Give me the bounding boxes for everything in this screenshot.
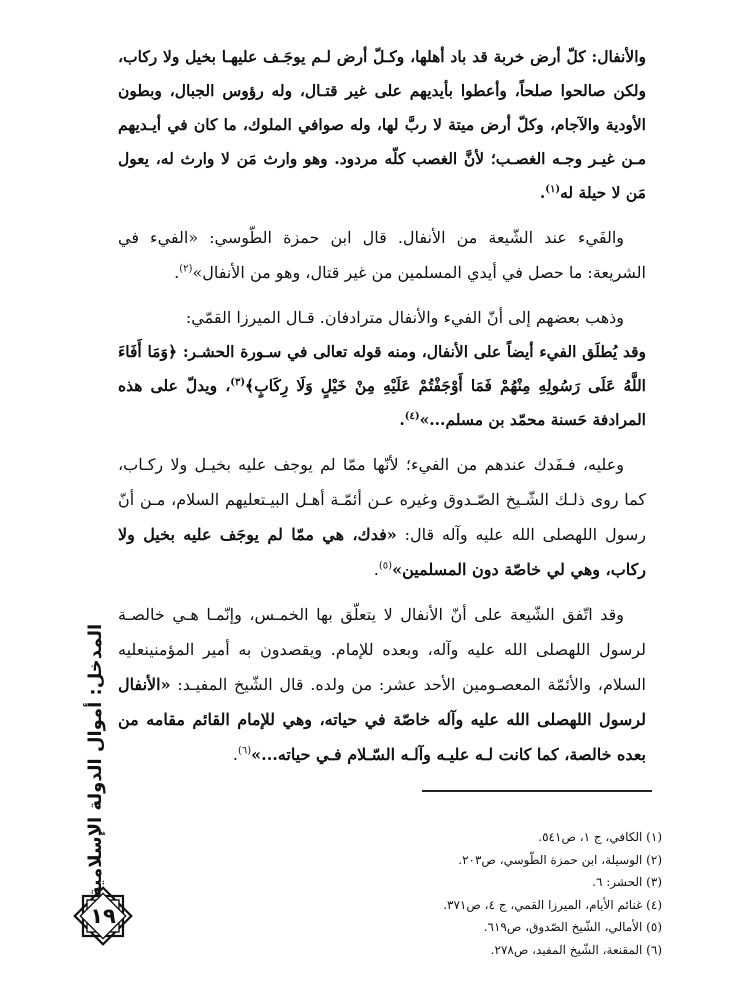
page-number-badge bbox=[70, 883, 136, 949]
footnote-divider bbox=[422, 790, 652, 792]
paragraph-anfal-definition bbox=[118, 40, 646, 210]
paragraph-khums bbox=[118, 597, 646, 772]
footnotes bbox=[300, 826, 662, 961]
quran-verse: ﴿وَمَا أَفَاءَ اللَّهُ عَلَى رَسُولِهِ مِنْهُمْ فَمَا أَوْجَفْتُمْ عَلَيْهِ مِنْ خَيْلٍ وَلَا رِكَابٍ﴾ bbox=[118, 342, 646, 395]
paragraph-fadak bbox=[118, 447, 646, 587]
footnote-ref: (١) bbox=[545, 183, 561, 195]
footnote-ref: (٥) bbox=[378, 560, 393, 572]
footnote-ref: (٣) bbox=[230, 376, 246, 388]
paragraph-end: . bbox=[232, 745, 238, 764]
page-number: ١٩ bbox=[90, 904, 116, 928]
paragraph-text: وعليه، فـفَدك عندهم من الفيء؛ لأنّها ممّا لم يوجف عليه بخيـل ولا ركـاب، كما روى ذلـك الشّـيخ الصّـدوق وغيره عـن أئمّـة أهـل البيـتعليهم السلام، مـن أنّ رسول اللهصلى الله عليه وآله قال: bbox=[118, 455, 646, 544]
page-body bbox=[118, 40, 646, 782]
paragraph-synonym-intro bbox=[118, 300, 646, 335]
footnote-item: (٢) الوسيلة، ابن حمزة الطّوسي، ص٢٠٣. bbox=[458, 852, 662, 867]
footnote-item: (١) الكافي، ج ١، ص٥٤١. bbox=[538, 830, 662, 844]
paragraph-text: والأنفال: كلّ أرض خربة قد باد أهلها، وكـلّ أرض لـم يوجَـف عليهـا بخيل ولا ركاب، ولكن صالحوا صلحاً، وأعطوا بأيديهم على غير قتـال، وله رؤوس الجبال، وبطون الأودية والآجام، وكلّ أرض ميتة لا ربَّ لها، وله صوافي الملوك، ما كان في أيـديهم مـن غيـر وجـه الغصـب؛ لأنَّ الغصب كلّه مردود. وهو وارث مَن لا وارث له، يعول مَن لا حيلة له bbox=[118, 47, 646, 202]
paragraph-text: وقد اتّفق الشّيعة على أنّ الأنفال لا يتعلّق بها الخمـس، وإنّمـا هـي خالصـة لرسول اللهصلى الله عليه وآله، وبعده للإمام. ويقصدون به أمير المؤمنينعليه السلام، والأئمّة المعصـومين الأحد عشر: من ولده. قال الشّيخ المفيـد: bbox=[118, 605, 647, 694]
footnote-item: (٤) غنائم الأيام، الميرزا القمي، ج ٤، ص٣٧١. bbox=[443, 897, 662, 912]
running-title bbox=[66, 623, 126, 897]
footnote-ref: (٢) bbox=[179, 263, 193, 275]
paragraph-text: والفَيء عند الشّيعة من الأنفال. قال ابن حمزة الطّوسي: «الفيء في الشريعة: ما حصل في أيدي المسلمين من غير قتال، وهو من الأنفال» bbox=[118, 228, 646, 282]
paragraph-qummi-quote bbox=[118, 335, 646, 437]
quote-intro: وقد يُطلَق الفيء أيضاً على الأنفال، ومنه قوله تعالى في سـورة الحشـر: bbox=[182, 342, 647, 361]
footnote-ref: (٦) bbox=[237, 745, 252, 757]
hadith-quote: «فدك، هي ممّا لم يوجَف عليه بخيل ولا ركاب، وهي لي خاصّة دون المسلمين» bbox=[118, 525, 646, 579]
paragraph-end: . bbox=[539, 183, 546, 202]
paragraph-fay-definition bbox=[118, 220, 646, 290]
footnote-item: (٦) المقنعة، الشّيخ المفيد، ص٢٧٨. bbox=[490, 942, 662, 957]
paragraph-text: وذهب بعضهم إلى أنّ الفيء والأنفال مترادفان. قـال الميرزا القمّي: bbox=[185, 308, 624, 327]
paragraph-end: . bbox=[174, 263, 180, 282]
footnote-item: (٣) الحشر: ٦. bbox=[592, 875, 662, 889]
paragraph-end: . bbox=[373, 560, 379, 579]
footnote-item: (٥) الأمالي، الشّيخ الصّدوق، ص٦١٩. bbox=[483, 920, 662, 934]
mufid-quote: «الأنفال لرسول اللهصلى الله عليه وآله خاصّة في حياته، وهي للإمام القائم مقامه من بعده خالصة، كما كانت لـه عليـه وآلـه السّـلام فـي حياته...» bbox=[118, 675, 646, 764]
paragraph-end: . bbox=[399, 410, 405, 429]
footnote-ref: (٤) bbox=[404, 410, 420, 422]
quote-tail: ، ويدلّ على هذه المرادفة حَسنة محمّد بن مسلم...» bbox=[118, 376, 646, 429]
running-title-text: المدخل: أموال الدولة الإسلامية bbox=[85, 623, 107, 897]
